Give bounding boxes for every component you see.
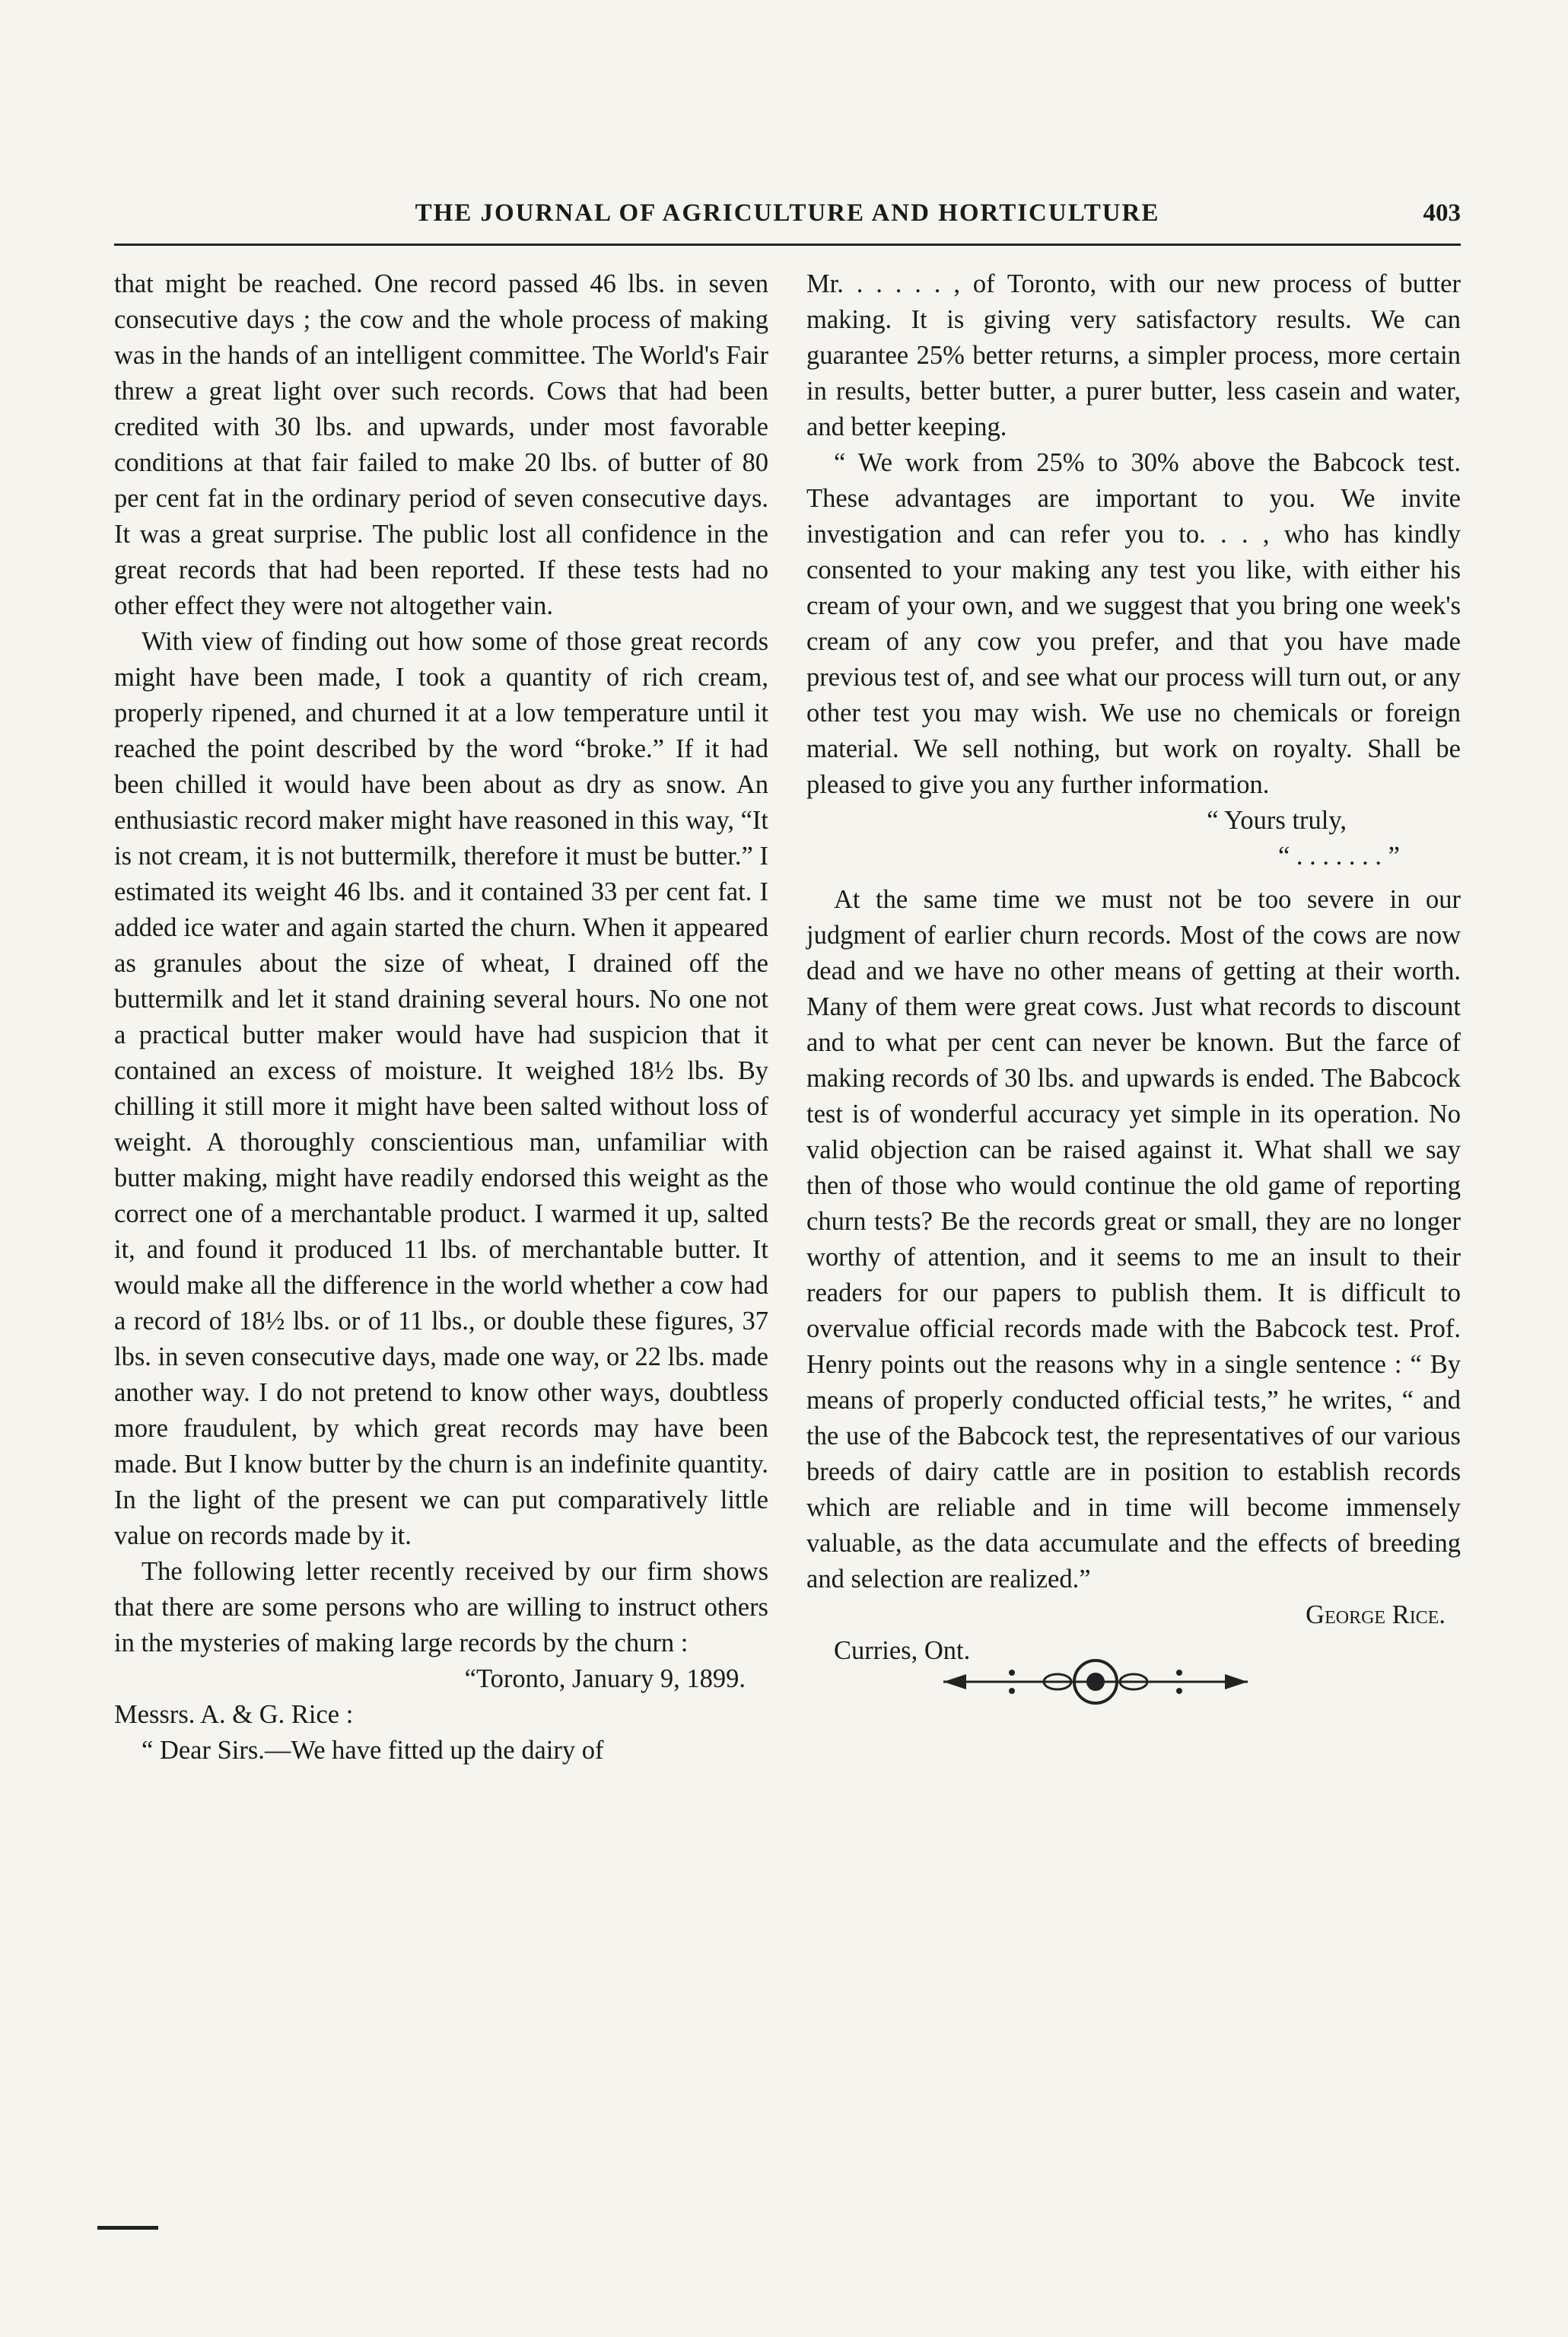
letter-dateline: “Toronto, January 9, 1899. [464,1664,746,1693]
page-number: 403 [1423,199,1461,227]
paragraph-3: The following letter recently received by our firm shows that there are some persons who are willing to instruct others in the mysteries of making large records by the churn : [114,1557,768,1657]
author-name: George Rice. [1306,1600,1446,1629]
left-column [114,266,768,1769]
letter-salutation: Messrs. A. & G. Rice : [114,1700,354,1729]
running-title: THE JOURNAL OF AGRICULTURE AND HORTICULTURE [415,199,1160,227]
author-place: Curries, Ont. [834,1636,971,1665]
paragraph-4: At the same time we must not be too severe in our judgment of earlier churn records. Most of the cows are now dead and we have no other means of getting at their worth. Many of them were great cows. Just what records to discount and to what per cent can never be known. But the farce of making records of 30 lbs. and upwards is ended. The Babcock test is of wonderful accuracy yet simple in its operation. No valid objection can be raised against it. What shall we say then of those who would continue the old game of reporting churn tests? Be the records great or small, they are no longer worthy of attention, and it seems to me an insult to their readers for our papers to publish them. It is difficult to overvalue official records made with the Babcock test. Prof. Henry points out the reasons why in a single sentence : “ By means of properly conducted official tests,” he writes, “ and the use of the Babcock test, the representatives of our various breeds of dairy cattle are in position to establish records which are reliable and in time will become immensely valuable, as the data accumulate and the effects of breeding and selection are realized.” [806,885,1461,1594]
page-header [114,199,1461,237]
paragraph-2: With view of finding out how some of those great records might have been made, I took a quantity of rich cream, properly ripened, and churned it at a low temperature until it reached the point described by the word “broke.” If it had been chilled it would have been about as dry as snow. An enthusiastic record maker might have reasoned in this way, “It is not cream, it is not buttermilk, therefore it must be butter.” I estimated its weight 46 lbs. and it contained 33 per cent fat. I added ice water and again started the churn. When it appeared as granules about the size of wheat, I drained off the buttermilk and let it stand draining several hours. No one not a practical butter maker would have had suspicion that it contained an excess of moisture. It weighed 18½ lbs. By chilling it still more it might have been salted without loss of weight. A thoroughly conscientious man, unfamiliar with butter making, might have readily endorsed this weight as the correct one of a merchantable product. I warmed it up, salted it, and found it produced 11 lbs. of merchantable butter. It would make all the difference in the world whether a cow had a record of 18½ lbs. or of 11 lbs., or double these figures, 37 lbs. in seven consecutive days, made one way, or 22 lbs. made another way. I do not pretend to know other ways, doubtless more fraudulent, by which great records may have been made. But I know butter by the churn is an indefinite quantity. In the light of the present we can put comparatively little value on records made by it. [114,627,768,1550]
letter-signature: “ . . . . . . . ” [1277,842,1400,871]
margin-mark [97,2226,158,2230]
right-column [806,266,1461,1669]
letter-opening: “ Dear Sirs.—We have fitted up the dairy of [142,1736,604,1765]
header-rule [114,244,1461,246]
decorative-ornament-icon [936,1651,1255,1712]
letter-closing: “ Yours truly, [1207,806,1347,835]
letter-continuation: Mr. . . . . . , of Toronto, with our new process of butter making. It is giving very satisfactory results. We can guarantee 25% better returns, a simpler process, more certain in results, better butter, a purer butter, less casein and water, and better keeping. [806,269,1461,441]
paragraph-1: that might be reached. One record passed 46 lbs. in seven consecutive days ; the cow and the whole process of making was in the hands of an intelligent committee. The World's Fair threw a great light over such records. Cows that had been credited with 30 lbs. and upwards, under most favorable conditions at that fair failed to make 20 lbs. of butter of 80 per cent fat in the ordinary period of seven consecutive days. It was a great surprise. The public lost all confidence in the great records that had been reported. If these tests had no other effect they were not altogether vain. [114,269,768,620]
letter-paragraph-2: “ We work from 25% to 30% above the Babcock test. These advantages are important to you. We invite investigation and can refer you to. . . , who has kindly consented to your making any test you like, with either his cream of your own, and we suggest that you bring one week's cream of any cow you prefer, and that you have made previous test of, and see what our process will turn out, or any other test you may wish. We use no chemicals or foreign material. We sell nothing, but work on royalty. Shall be pleased to give you any further information. [806,448,1461,799]
